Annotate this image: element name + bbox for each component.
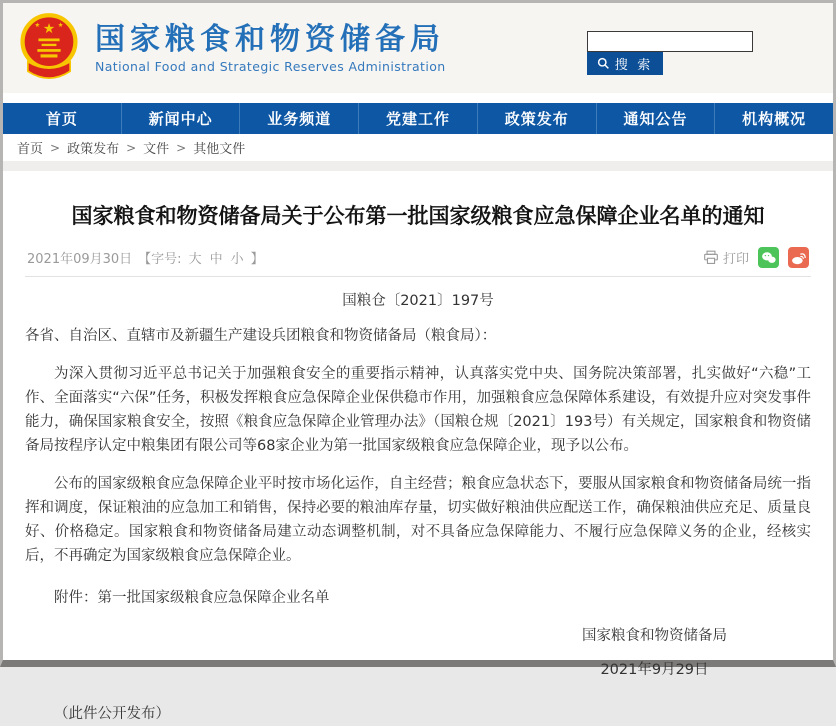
breadcrumb xyxy=(3,134,833,161)
paragraph-2: 公布的国家级粮食应急保障企业平时按市场化运作，自主经营；粮食应急状态下，要服从国家粮食和物资储备局统一指挥和调度，保证粮油的应急加工和销售，保持必要的粮油库存量，切实做好粮油供应配送工作，确保粮油供应充足、质量良好、价格稳定。国家粮食和物资储备局建立动态调整机制，对不具备应急保障能力、不履行应急保障义务的企业，经核实后，不再确定为国家级粮食应急保障企业。 xyxy=(25,476,811,565)
share-wechat-button[interactable] xyxy=(758,247,779,268)
section-divider-band xyxy=(3,161,833,171)
public-release-note: （此件公开发布） xyxy=(54,706,170,723)
nav-item-party[interactable]: 党建工作 xyxy=(359,103,478,134)
nav-item-notices[interactable]: 通知公告 xyxy=(597,103,716,134)
breadcrumb-separator: > xyxy=(126,140,137,155)
attachment-prefix: 附件： xyxy=(54,590,98,607)
wechat-icon xyxy=(761,251,776,264)
site-title-en: National Food and Strategic Reserves Administration xyxy=(95,58,446,74)
article-meta-bar xyxy=(27,247,809,268)
font-size-large[interactable]: 大 xyxy=(188,252,202,268)
breadcrumb-policy[interactable]: 政策发布 xyxy=(67,142,120,157)
header-nav-gap xyxy=(3,93,833,103)
nav-item-home[interactable]: 首页 xyxy=(3,103,122,134)
site-brand xyxy=(95,23,446,74)
printer-icon xyxy=(703,250,719,265)
signer-name: 国家粮食和物资储备局 xyxy=(582,628,727,645)
main-nav xyxy=(3,103,833,134)
print-label: 打印 xyxy=(722,252,749,268)
print-button[interactable] xyxy=(703,248,749,267)
article-meta-right xyxy=(703,247,809,268)
svg-text:★: ★ xyxy=(42,21,56,38)
breadcrumb-other-documents[interactable]: 其他文件 xyxy=(193,142,246,157)
signature-block xyxy=(582,624,727,682)
breadcrumb-separator: > xyxy=(176,140,187,155)
article-content xyxy=(3,171,833,726)
site-title-cn: 国家粮食和物资储备局 xyxy=(95,21,445,57)
font-size-small[interactable]: 小 xyxy=(230,252,244,268)
nav-item-business[interactable]: 业务频道 xyxy=(240,103,359,134)
page-title: 国家粮食和物资储备局关于公布第一批国家级粮食应急保障企业名单的通知 xyxy=(71,204,765,228)
search-input[interactable] xyxy=(587,31,753,52)
font-size-suffix: 】 xyxy=(250,252,264,268)
breadcrumb-separator: > xyxy=(50,140,61,155)
article-meta-left xyxy=(27,248,703,267)
addressee-line: 各省、自治区、直辖市及新疆生产建设兵团粮食和物资储备局（粮食局）： xyxy=(25,328,497,345)
publish-date: 2021年09月30日 xyxy=(27,252,133,268)
svg-text:★: ★ xyxy=(57,21,64,29)
nav-item-policy[interactable]: 政策发布 xyxy=(478,103,597,134)
share-weibo-button[interactable] xyxy=(788,247,809,268)
nav-item-about[interactable]: 机构概况 xyxy=(742,110,807,128)
attachment-link[interactable]: 第一批国家级粮食应急保障企业名单 xyxy=(97,590,330,607)
nav-item-news[interactable]: 新闻中心 xyxy=(122,103,241,134)
attachment-line xyxy=(25,586,811,610)
breadcrumb-home[interactable]: 首页 xyxy=(17,142,44,157)
search-icon xyxy=(597,57,610,70)
search-button[interactable] xyxy=(587,52,663,75)
national-emblem-logo xyxy=(15,11,83,85)
document-number: 国粮仓〔2021〕197号 xyxy=(342,293,494,310)
site-header xyxy=(3,3,833,93)
weibo-icon xyxy=(791,251,806,265)
title-divider xyxy=(25,276,811,277)
svg-text:★: ★ xyxy=(34,21,41,29)
breadcrumb-documents[interactable]: 文件 xyxy=(143,142,170,157)
document-body xyxy=(25,324,811,726)
paragraph-1: 为深入贯彻习近平总书记关于加强粮食安全的重要指示精神，认真落实党中央、国务院决策部署，扎实做好“六稳”工作、全面落实“六保”任务，积极发挥粮食应急保障企业保供稳市作用，加强粮食应急保障体系建设，有效提升应对突发事件能力，确保国家粮食安全，按照《粮食应急保障企业管理办法》（国粮仓规〔2021〕193号）有关规定，国家粮食和物资储备局按程序认定中粮集团有限公司等68家企业为第一批国家级粮食应急保障企业，现予以公布。 xyxy=(25,366,811,455)
signature-date: 2021年9月29日 xyxy=(600,662,709,679)
font-size-medium[interactable]: 中 xyxy=(209,252,223,268)
search-area xyxy=(587,31,745,75)
font-size-prefix: 【字号: xyxy=(138,252,182,268)
search-button-label: 搜 索 xyxy=(614,57,654,72)
